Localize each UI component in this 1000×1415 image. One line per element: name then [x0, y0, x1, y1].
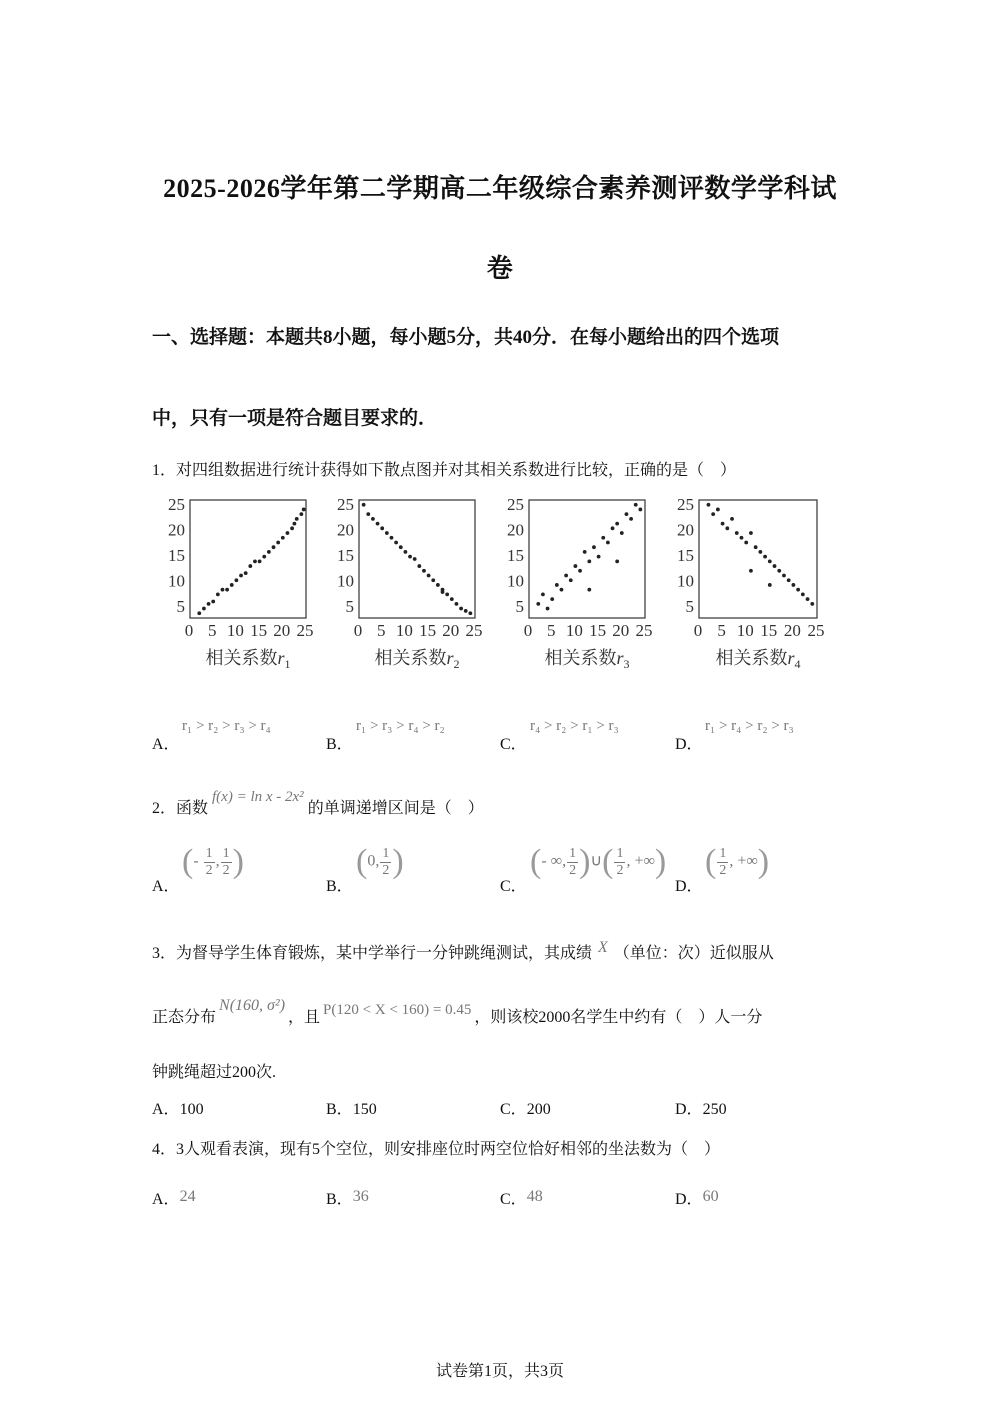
question-3-line2 [152, 997, 763, 1027]
scatter-point [792, 583, 796, 587]
q2-d-n1: 1 [719, 845, 727, 861]
q2-a-n2: 1 [222, 845, 230, 861]
q2-b-frac [380, 846, 391, 879]
x-tick-label: 15 [760, 621, 778, 640]
y-tick-label: 15 [677, 546, 694, 565]
scatter-point [267, 550, 271, 554]
q2-stem-prefix: 2．函数 [152, 800, 209, 817]
scatter-point [376, 522, 380, 526]
q1-option-a-text: r₁ > r₂ > r₃ > r₄ [182, 718, 271, 734]
scatter-point [796, 588, 800, 592]
q2-c-frac2 [614, 846, 625, 879]
scatter-point [464, 609, 468, 613]
q3-option-b-text: 150 [352, 1101, 377, 1118]
section-header-line2: 中，只有一项是符合题目要求的． [152, 408, 438, 429]
y-tick-label: 25 [337, 495, 354, 514]
q4-option-c-text: 48 [526, 1188, 543, 1205]
q3-normal: N(160, σ²) [219, 997, 286, 1014]
scatter-point [302, 508, 306, 512]
q2-option-c-expr: (- ∞, $\frac{1}{2}$ )∪( $\frac{1}{2}$ , +∞) [530, 843, 667, 880]
q1-option-b-label: B． [326, 736, 353, 753]
scatter-point [735, 531, 739, 535]
q3-line1-prefix: 3．为督导学生体育锻炼，某中学举行一分钟跳绳测试，其成绩 [152, 945, 593, 962]
q2-option-b-label: B． [326, 878, 353, 895]
scatter-point [431, 578, 435, 582]
paper-title-line2: 卷 [486, 254, 514, 283]
scatter-point [638, 508, 642, 512]
plot-caption: 相关系数$r_1$ [205, 648, 291, 671]
q3-option-d-text: 250 [702, 1101, 727, 1118]
scatter-point [564, 574, 568, 578]
q1-option-d-label: D． [675, 736, 703, 753]
q2-option-b-expr: (0, $\frac{1}{2}$ ) [356, 843, 404, 880]
scatter-point [550, 597, 554, 601]
plot-caption: 相关系数$r_2$ [374, 648, 460, 671]
y-tick-label: 5 [345, 597, 354, 616]
scatter-point [281, 536, 285, 540]
x-tick-label: 20 [273, 621, 291, 640]
scatter-point [541, 593, 545, 597]
scatter-point [197, 611, 201, 615]
q4-option-c[interactable] [500, 1186, 543, 1209]
y-tick-label: 15 [507, 546, 524, 565]
scatter-point [601, 536, 605, 540]
q1-option-b[interactable] [326, 718, 445, 754]
q2-c-d2: 2 [616, 862, 624, 878]
y-tick-label: 25 [677, 495, 694, 514]
scatter-point [773, 564, 777, 568]
scatter-point [417, 564, 421, 568]
q3-option-a[interactable] [152, 1096, 204, 1119]
x-tick-label: 15 [250, 621, 268, 640]
x-tick-label: 0 [353, 621, 363, 640]
scatter-point [239, 574, 243, 578]
q2-b-d1: 2 [382, 862, 390, 878]
q2-c-n1: 1 [569, 845, 577, 861]
q2-b-pre: 0, [367, 852, 380, 870]
scatter-point [385, 531, 389, 535]
scatter-point [546, 607, 550, 611]
x-tick-label: 10 [226, 621, 244, 640]
q3-line2-b: ，且 [288, 1009, 321, 1026]
scatter-point [207, 602, 211, 606]
scatter-point [244, 571, 248, 575]
scatter-point [286, 531, 290, 535]
scatter-plot-1 [168, 495, 314, 671]
q3-option-d-label: D． [675, 1101, 703, 1118]
q2-stem-suffix: 的单调递增区间是（ ） [307, 800, 484, 817]
q2-a-mid: , [215, 852, 220, 870]
q2-option-d-label: D． [675, 878, 703, 895]
q2-option-a[interactable] [152, 843, 244, 895]
scatter-point [569, 578, 573, 582]
scatter-point [716, 508, 720, 512]
q3-line2-c: ，则该校2000名学生中约有（ ）人一分 [474, 1009, 763, 1026]
q1-option-d-text: r₁ > r₄ > r₂ > r₃ [705, 718, 794, 734]
scatter-point [754, 545, 758, 549]
scatter-point [390, 536, 394, 540]
q1-option-b-text: r₁ > r₃ > r₄ > r₂ [356, 718, 445, 734]
plot-caption: 相关系数$r_3$ [544, 648, 630, 671]
scatter-point [611, 526, 615, 530]
scatter-point [787, 578, 791, 582]
q3-option-a-label: A． [152, 1101, 180, 1118]
q4-option-b-text: 36 [352, 1188, 369, 1205]
scatter-point [768, 583, 772, 587]
q2-a-d1: 2 [205, 862, 213, 878]
q3-option-c-label: C． [500, 1101, 527, 1118]
q2-option-d[interactable] [675, 843, 770, 895]
scatter-point [225, 588, 229, 592]
q2-formula: f(x) = ln x - 2x² [212, 789, 304, 805]
x-tick-label: 15 [589, 621, 607, 640]
y-tick-label: 20 [677, 520, 694, 540]
q2-option-a-expr: (- $\frac{1}{2}$ , $\frac{1}{2}$ ) [182, 843, 244, 880]
q2-d-d1: 2 [719, 862, 727, 878]
scatter-point [615, 522, 619, 526]
scatter-point [555, 583, 559, 587]
x-tick-label: 0 [693, 621, 703, 640]
scatter-point [587, 588, 591, 592]
scatter-point [230, 583, 234, 587]
scatter-point [290, 526, 294, 530]
scatter-point [445, 593, 449, 597]
scatter-point [366, 512, 370, 516]
q2-a-n1: 1 [205, 845, 213, 861]
q3-option-b[interactable] [326, 1096, 377, 1119]
scatter-point [740, 536, 744, 540]
scatter-point [455, 602, 459, 606]
q4-option-d-label: D． [675, 1191, 703, 1208]
q2-a-frac1 [204, 846, 215, 879]
scatter-point [371, 517, 375, 521]
q1-option-d[interactable] [675, 718, 794, 754]
q3-option-a-text: 100 [179, 1101, 204, 1118]
q3-line1-suffix: （单位：次）近似服从 [613, 945, 774, 962]
scatter-point [399, 545, 403, 549]
scatter-plot-4 [677, 495, 825, 671]
scatter-point [216, 593, 220, 597]
scatter-point [810, 602, 814, 606]
scatter-point [295, 517, 299, 521]
plot-frame [699, 500, 817, 618]
scatter-point [258, 559, 262, 563]
scatter-point [560, 588, 564, 592]
scatter-point [221, 588, 225, 592]
plot-frame [359, 500, 475, 618]
scatter-point [744, 541, 748, 545]
y-tick-label: 20 [507, 520, 524, 540]
scatter-point [299, 512, 303, 516]
q4-option-a[interactable] [152, 1186, 196, 1209]
question-4-stem: 4．3人观看表演，现有5个空位，则安排座位时两空位恰好相邻的坐法数为（ ） [152, 1141, 721, 1158]
scatter-point [404, 550, 408, 554]
x-tick-label: 15 [419, 621, 437, 640]
q3-option-d[interactable] [675, 1096, 727, 1119]
scatter-point [253, 559, 257, 563]
scatter-point [362, 503, 366, 507]
q1-option-a-label: A． [152, 736, 180, 753]
scatter-plot-2 [337, 495, 483, 671]
question-3-line3: 钟跳绳超过200次. [152, 1064, 277, 1081]
section-header-line1: 一、选择题：本题共8小题，每小题5分，共40分．在每小题给出的四个选项 [152, 327, 780, 348]
q2-option-c[interactable] [500, 843, 667, 895]
x-tick-label: 10 [395, 621, 413, 640]
scatter-point [782, 574, 786, 578]
plot-frame [190, 500, 306, 618]
scatter-point [422, 569, 426, 573]
q3-line2-a: 正态分布 [152, 1009, 217, 1026]
question-3-line1 [152, 940, 774, 963]
y-tick-label: 10 [677, 571, 694, 591]
scatter-point [768, 559, 772, 563]
y-tick-label: 25 [507, 495, 524, 514]
x-tick-label: 5 [207, 621, 217, 640]
scatter-point [436, 583, 440, 587]
scatter-point [202, 607, 206, 611]
scatter-point [758, 550, 762, 554]
scatter-point [806, 597, 810, 601]
scatter-point [427, 574, 431, 578]
scatter-point [615, 559, 619, 563]
q1-option-c-label: C． [500, 736, 527, 753]
scatter-plot-3 [507, 495, 653, 671]
q2-option-a-label: A． [152, 878, 180, 895]
scatter-point [408, 555, 412, 559]
x-tick-label: 0 [184, 621, 194, 640]
q2-option-c-label: C． [500, 878, 527, 895]
scatter-point [620, 531, 624, 535]
scatter-point [707, 503, 711, 507]
scatter-point [574, 564, 578, 568]
scatter-point [777, 569, 781, 573]
question-1-stem: 1．对四组数据进行统计获得如下散点图并对其相关系数进行比较，正确的是（ ） [152, 462, 737, 479]
x-tick-label: 20 [442, 621, 460, 640]
q3-var: X [598, 939, 608, 956]
x-tick-label: 10 [565, 621, 583, 640]
scatter-point [597, 555, 601, 559]
scatter-point [629, 517, 633, 521]
question-2-stem [152, 789, 484, 818]
scatter-point [749, 531, 753, 535]
scatter-point [725, 526, 729, 530]
scatter-plots [0, 490, 1000, 680]
q2-c-d1: 2 [569, 862, 577, 878]
q4-option-a-text: 24 [179, 1188, 196, 1205]
plot-frame [529, 500, 645, 618]
q2-c-union: ∪ [590, 852, 603, 870]
x-tick-label: 25 [807, 621, 825, 640]
q4-option-b[interactable] [326, 1186, 369, 1209]
q4-option-d[interactable] [675, 1186, 719, 1209]
scatter-point [606, 541, 610, 545]
x-tick-label: 5 [376, 621, 386, 640]
y-tick-label: 10 [168, 571, 185, 591]
q2-c-frac1 [567, 846, 578, 879]
q4-option-c-label: C． [500, 1191, 527, 1208]
scatter-point [763, 555, 767, 559]
scatter-point [578, 569, 582, 573]
q2-a-pre: - [193, 852, 203, 870]
y-tick-label: 20 [168, 520, 185, 540]
y-tick-label: 15 [168, 546, 185, 565]
q2-option-d-expr: ( $\frac{1}{2}$ , +∞) [705, 843, 770, 880]
scatter-point [441, 590, 445, 594]
plot-caption: 相关系数$r_4$ [715, 648, 801, 671]
q4-option-a-label: A． [152, 1191, 180, 1208]
q2-d-frac [717, 846, 728, 879]
scatter-point [235, 578, 239, 582]
q2-c-post: , +∞ [626, 852, 655, 870]
q2-option-b[interactable] [326, 843, 404, 895]
scatter-point [468, 611, 472, 615]
scatter-point [450, 597, 454, 601]
q4-option-b-label: B． [326, 1191, 353, 1208]
scatter-point [272, 545, 276, 549]
q3-option-c[interactable] [500, 1096, 551, 1119]
q2-c-n2: 1 [616, 845, 624, 861]
q2-a-frac2 [221, 846, 232, 879]
y-tick-label: 5 [685, 597, 694, 616]
scatter-point [801, 593, 805, 597]
y-tick-label: 10 [507, 571, 524, 591]
scatter-point [380, 526, 384, 530]
scatter-point [711, 512, 715, 516]
scatter-point [749, 569, 753, 573]
q1-option-c[interactable] [500, 718, 619, 754]
y-tick-label: 5 [176, 597, 185, 616]
q2-a-d2: 2 [222, 862, 230, 878]
q2-c-pre: - ∞, [541, 852, 567, 870]
q3-prob: P(120 < X < 160) = 0.45 [323, 1002, 472, 1018]
scatter-point [394, 541, 398, 545]
x-tick-label: 5 [546, 621, 556, 640]
q3-option-c-text: 200 [526, 1101, 551, 1118]
x-tick-label: 0 [523, 621, 533, 640]
y-tick-label: 10 [337, 571, 354, 591]
x-tick-label: 25 [465, 621, 483, 640]
q4-option-d-text: 60 [702, 1188, 719, 1205]
q1-option-c-text: r₄ > r₂ > r₁ > r₃ [530, 718, 619, 734]
q3-option-b-label: B． [326, 1101, 353, 1118]
scatter-point [721, 522, 725, 526]
scatter-point [293, 522, 297, 526]
y-tick-label: 20 [337, 520, 354, 540]
x-tick-label: 20 [783, 621, 801, 640]
scatter-point [262, 555, 266, 559]
x-tick-label: 20 [612, 621, 630, 640]
scatter-point [634, 503, 638, 507]
scatter-point [583, 550, 587, 554]
scatter-point [459, 607, 463, 611]
y-tick-label: 5 [515, 597, 524, 616]
page-footer: 试卷第1页，共3页 [435, 1363, 564, 1380]
scatter-point [248, 564, 252, 568]
x-tick-label: 10 [736, 621, 754, 640]
paper-title-line1: 2025-2026学年第二学期高二年级综合素养测评数学学科试 [163, 174, 837, 203]
q2-d-post: , +∞ [729, 852, 758, 870]
x-tick-label: 5 [717, 621, 726, 640]
scatter-point [211, 600, 215, 604]
scatter-point [625, 512, 629, 516]
q2-b-n1: 1 [382, 845, 390, 861]
scatter-point [587, 559, 591, 563]
scatter-point [592, 545, 596, 549]
y-tick-label: 25 [168, 495, 185, 514]
scatter-point [536, 602, 540, 606]
scatter-point [413, 557, 417, 561]
y-tick-label: 15 [337, 546, 354, 565]
scatter-point [730, 517, 734, 521]
x-tick-label: 25 [296, 621, 314, 640]
x-tick-label: 25 [635, 621, 653, 640]
q1-option-a[interactable] [152, 718, 271, 754]
scatter-point [276, 541, 280, 545]
